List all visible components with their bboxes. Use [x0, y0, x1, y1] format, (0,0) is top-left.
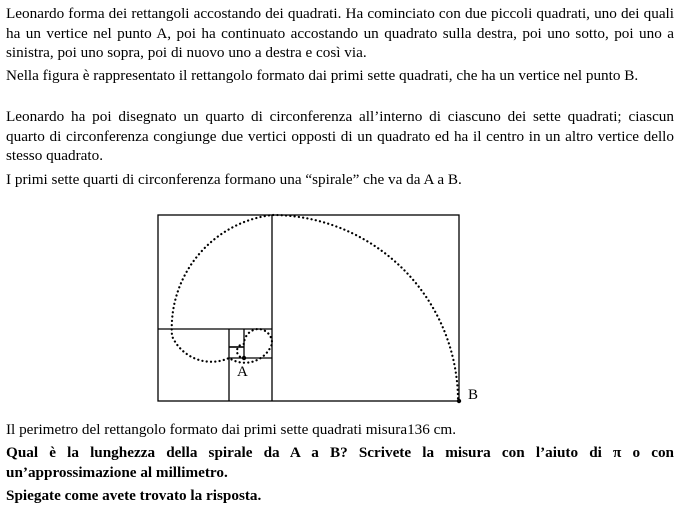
point-a	[242, 356, 246, 360]
quarter-circle-paragraph: Leonardo ha poi disegnato un quarto di circonferenza all’interno di ciascuno dei sette quadrati; ciascun quarto di circonferenza congiunge due vertici opposti di un quadrato ed ha il centro in un altro vertice dello stesso quadrato.	[6, 108, 674, 164]
perimeter-paragraph: Il perimetro del rettangolo formato dai primi sette quadrati misura136 cm.	[6, 421, 457, 438]
instruction-paragraph: Spiegate come avete trovato la risposta.	[6, 487, 262, 504]
question-paragraph: Qual è la lunghezza della spirale da A a B? Scrivete la misura con l’aiuto di π o con un’approssimazione al millimetro.	[6, 444, 674, 481]
outer-rectangle	[158, 215, 459, 401]
fibonacci-spiral-figure	[140, 200, 480, 408]
label-b: B	[468, 387, 479, 403]
label-a: A	[237, 364, 248, 380]
point-b	[457, 399, 461, 403]
figure-description-paragraph: Nella figura è rappresentato il rettangolo formato dai primi sette quadrati, che ha un vertice nel punto B.	[6, 67, 639, 84]
spiral-paragraph: I primi sette quarti di circonferenza formano una “spirale” che va da A a B.	[6, 171, 462, 188]
spiral-path	[172, 215, 458, 401]
intro-paragraph: Leonardo forma dei rettangoli accostando dei quadrati. Ha cominciato con due piccoli quadrati, uno dei quali ha un vertice nel punto A, poi ha continuato accostando un quadrato sulla destra, poi uno sotto, poi uno a sinistra, poi uno sopra, poi di nuovo uno a destra e così via.	[6, 5, 674, 61]
